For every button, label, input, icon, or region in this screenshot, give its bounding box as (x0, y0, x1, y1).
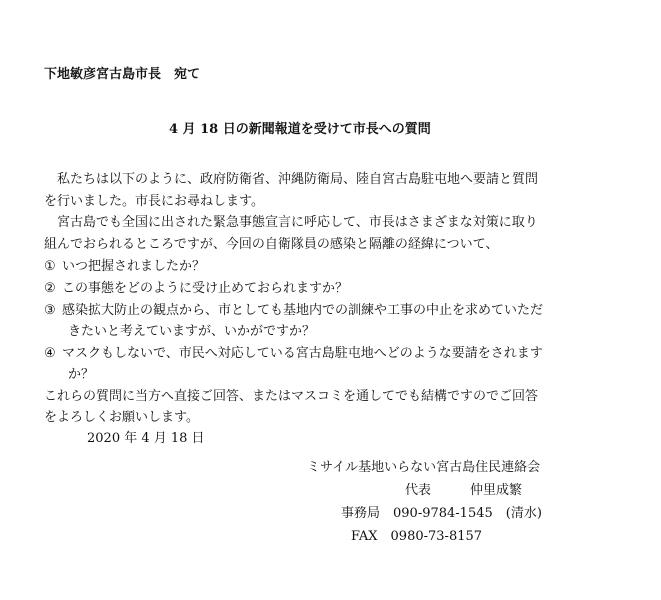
intro-line-3: 宮古島でも全国に出された緊急事態宣言に呼応して、市長はさまざまな対策に取り (44, 215, 538, 230)
question-number: ③ (44, 303, 56, 318)
question-text: 感染拡大防止の観点から、市としても基地内での訓練や工事の中止を求めていただ (62, 303, 544, 318)
question-number: ② (44, 281, 56, 296)
question-number: ④ (44, 346, 56, 361)
question-4-continuation: か？ (68, 367, 95, 382)
question-text: この事態をどのように受け止めておられますか？ (62, 281, 349, 296)
signature-representative: 代表 仲里成繁 (405, 483, 523, 498)
question-2 (44, 280, 348, 298)
question-text: マスクもしないで、市民へ対応している宮古島駐屯地へどのような要請をされます (62, 346, 543, 361)
closing-line-1: これらの質問に当方へ直接ご回答、またはマスコミを通してでも結構ですのでご回答 (44, 389, 539, 404)
intro-line-1: 私たちは以下のように、政府防衛省、沖縄防衛局、陸自宮古島駐屯地へ要請と質問 (44, 172, 539, 187)
document-title: 4 月 18 日の新聞報道を受けて市長への質問 (169, 122, 431, 137)
question-3 (44, 302, 543, 320)
signature-fax: FAX 0980-73-8157 (351, 529, 483, 544)
closing-line-2: をよろしくお願いします。 (44, 410, 199, 425)
question-3-continuation: きたいと考えていますが、いかがですか？ (68, 324, 316, 339)
question-text: いつ把握されましたか？ (62, 259, 206, 274)
intro-line-2: を行いました。市長にお尋ねします。 (44, 194, 264, 209)
document-date: 2020 年 4 月 18 日 (87, 431, 205, 446)
signature-org: ミサイル基地いらない宮古島住民連絡会 (307, 460, 541, 475)
intro-line-4: 組んでおられるところですが、今回の自衛隊員の感染と隔離の経緯について、 (44, 237, 499, 252)
question-4 (44, 345, 543, 363)
question-number: ① (44, 259, 56, 274)
signature-office: 事務局 090-9784-1545 (清水) (341, 506, 542, 521)
addressee: 下地敏彦宮古島市長 宛て (44, 67, 201, 82)
question-1 (44, 258, 205, 276)
